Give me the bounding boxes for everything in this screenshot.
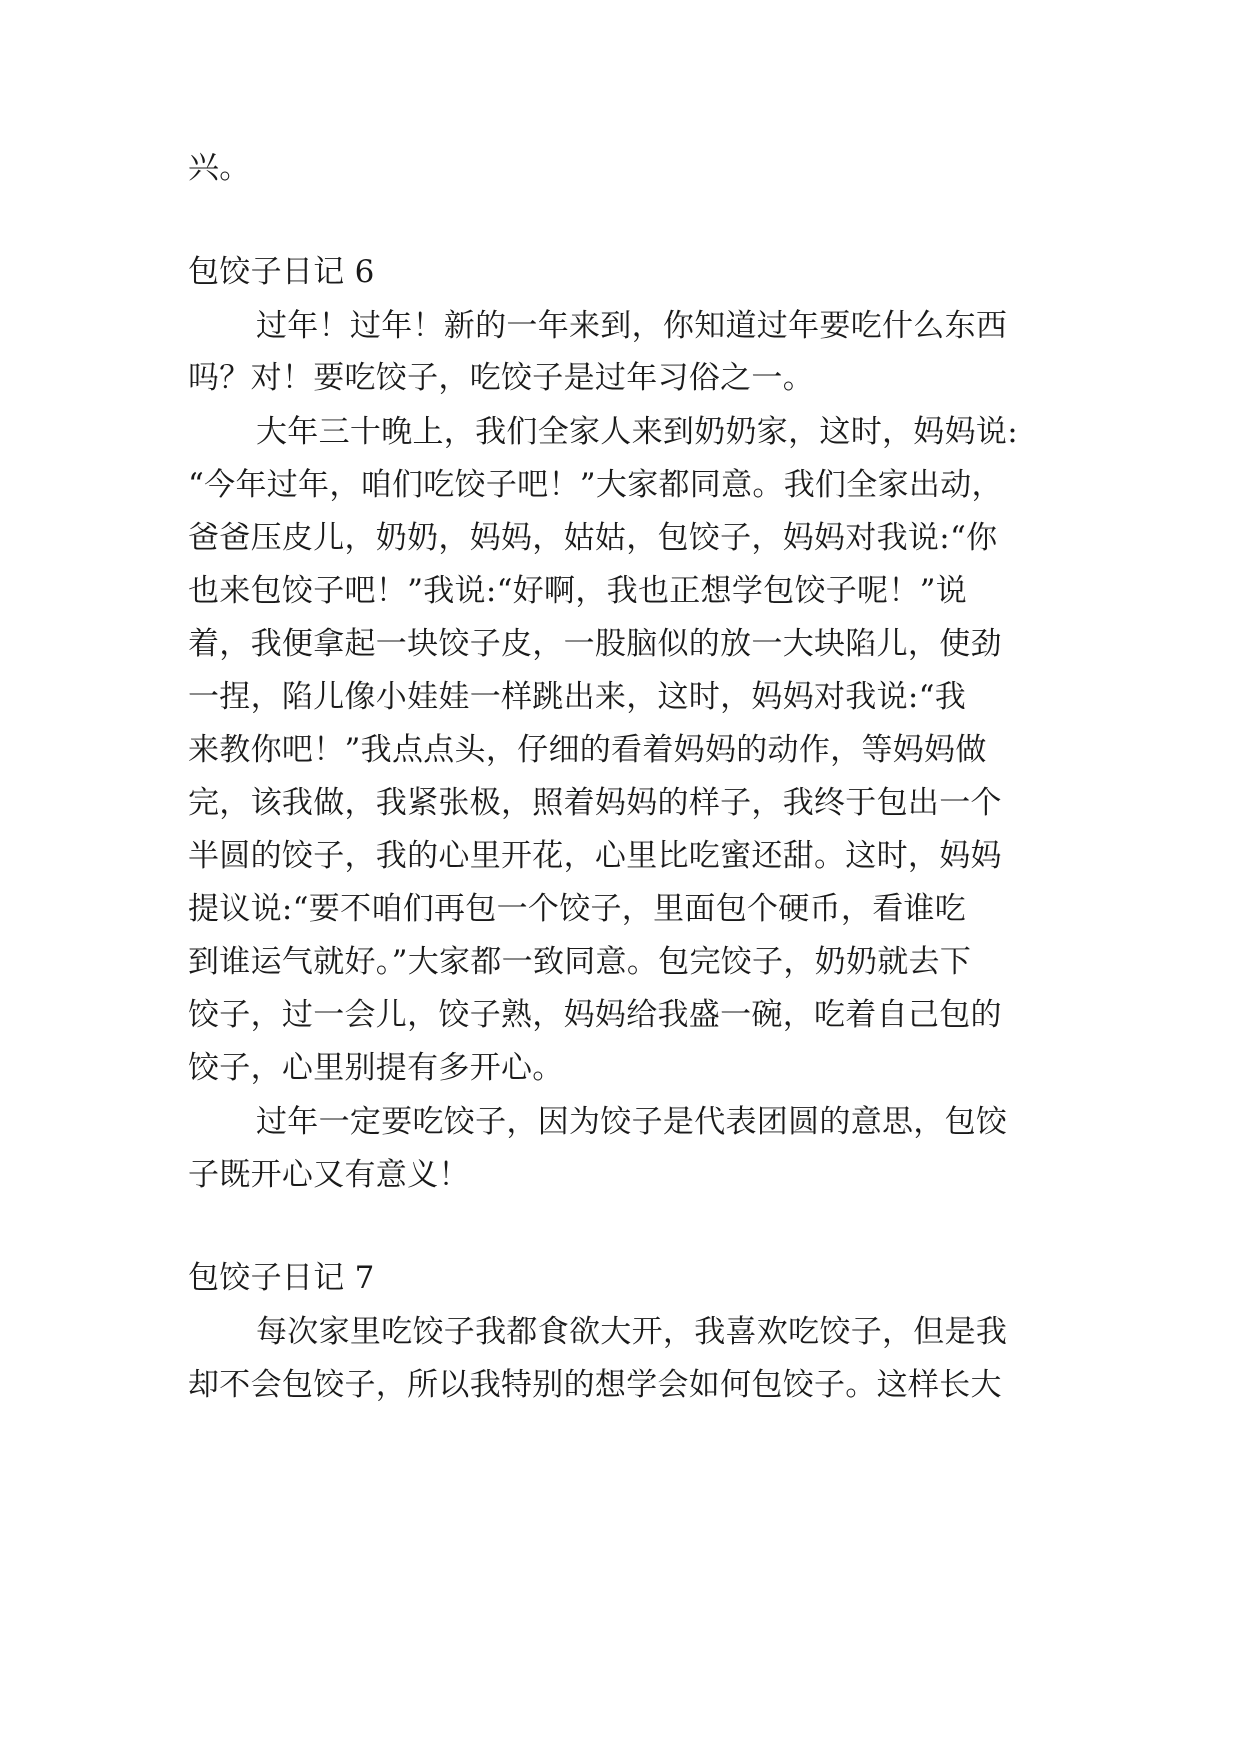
paragraph-line: 爸爸压皮儿，奶奶，妈妈，姑姑，包饺子，妈妈对我说:“你: [188, 520, 998, 556]
paragraph-line: 着，我便拿起一块饺子皮，一股脑似的放一大块陷儿，使劲: [188, 626, 1002, 662]
paragraph-line: 子既开心又有意义！: [188, 1157, 470, 1193]
paragraph-line: 每次家里吃饺子我都食欲大开，我喜欢吃饺子，但是我: [256, 1314, 1008, 1350]
paragraph-line: 大年三十晚上，我们全家人来到奶奶家，这时，妈妈说:: [256, 414, 1018, 450]
section-heading: 包饺子日记 6: [188, 254, 375, 290]
paragraph-line: 一捏，陷儿像小娃娃一样跳出来，这时，妈妈对我说:“我: [188, 679, 967, 715]
paragraph-line: 饺子，过一会儿，饺子熟，妈妈给我盛一碗，吃着自己包的: [188, 997, 1002, 1033]
paragraph-line: “今年过年，咱们吃饺子吧！”大家都同意。我们全家出动，: [188, 467, 1003, 503]
paragraph-line: 过年一定要吃饺子，因为饺子是代表团圆的意思，包饺: [256, 1104, 1008, 1140]
paragraph-line: 到谁运气就好。”大家都一致同意。包完饺子，奶奶就去下: [188, 944, 972, 980]
paragraph-line: 吗？对！要吃饺子，吃饺子是过年习俗之一。: [188, 360, 814, 396]
paragraph-line: 来教你吧！”我点点头，仔细的看着妈妈的动作，等妈妈做: [188, 732, 987, 768]
paragraph-line: 也来包饺子吧！”我说:“好啊，我也正想学包饺子呢！”说: [188, 573, 968, 609]
paragraph-line: 完，该我做，我紧张极，照着妈妈的样子，我终于包出一个: [188, 785, 1002, 821]
section-heading: 包饺子日记 7: [188, 1260, 375, 1296]
paragraph-line: 却不会包饺子，所以我特别的想学会如何包饺子。这样长大: [188, 1367, 1002, 1403]
paragraph-line: 提议说:“要不咱们再包一个饺子，里面包个硬币，看谁吃: [188, 891, 967, 927]
text-line: 兴。: [188, 150, 251, 186]
paragraph-line: 半圆的饺子，我的心里开花，心里比吃蜜还甜。这时，妈妈: [188, 838, 1002, 874]
paragraph-line: 过年！过年！新的一年来到，你知道过年要吃什么东西: [256, 308, 1008, 344]
paragraph-line: 饺子，心里别提有多开心。: [188, 1050, 564, 1086]
